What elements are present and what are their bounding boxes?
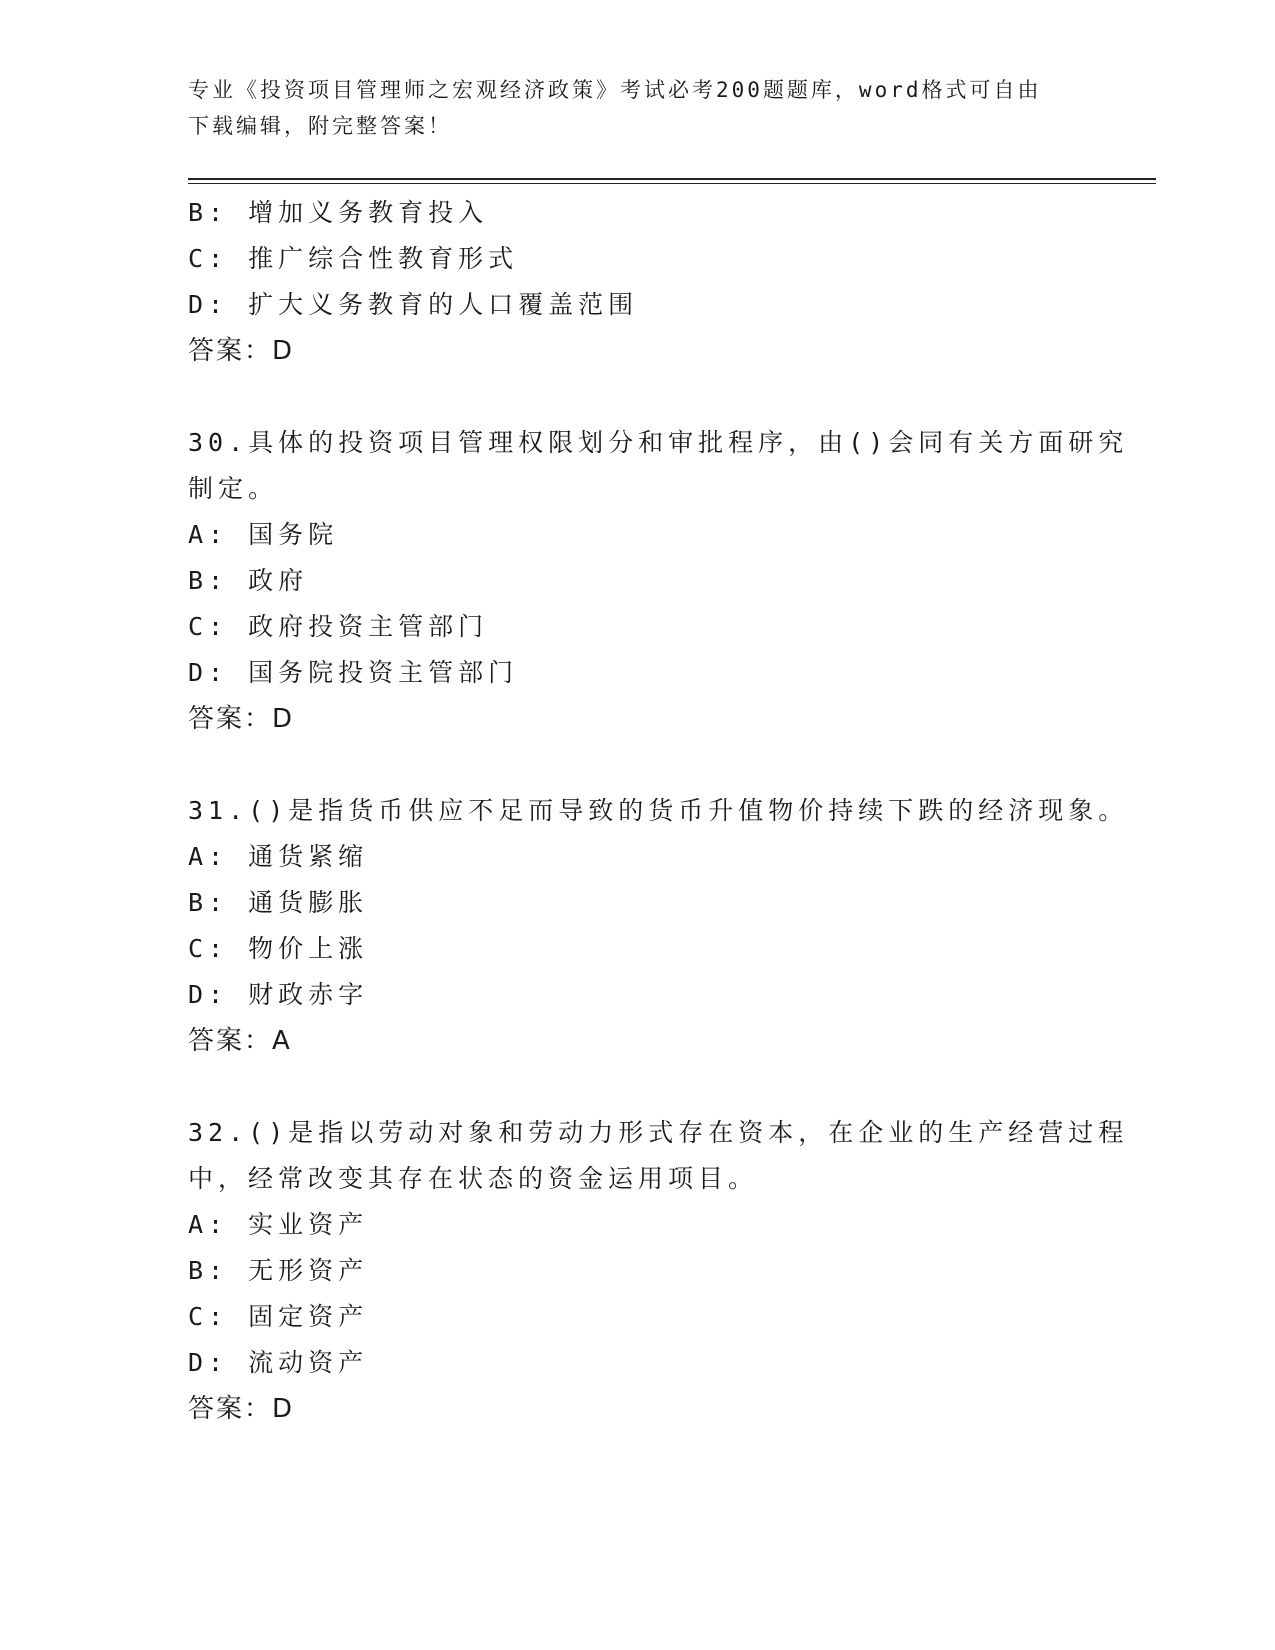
question-stem-line-1: 30.具体的投资项目管理权限划分和审批程序，由()会同有关方面研究: [188, 428, 1129, 457]
question-stem-line-1: 31.()是指货币供应不足而导致的货币升值物价持续下跌的经济现象。: [188, 796, 1129, 825]
question-stem-line-2: 制定。: [188, 474, 279, 503]
question-30: [188, 420, 1129, 742]
question-31: [188, 788, 1129, 1064]
question-29-continued: [188, 190, 1108, 374]
spacer: [188, 742, 1108, 788]
header-divider-thick: [188, 178, 1156, 180]
question-32: [188, 1110, 1129, 1432]
option-b: B: 无形资产: [188, 1256, 369, 1285]
spacer: [188, 374, 1108, 420]
question-stem-line-1: 32.()是指以劳动对象和劳动力形式存在资本，在企业的生产经营过程: [188, 1118, 1129, 1147]
document-header: [188, 72, 1088, 144]
spacer: [188, 1064, 1108, 1110]
option-d: D: 国务院投资主管部门: [188, 658, 519, 687]
option-c: C: 政府投资主管部门: [188, 612, 489, 641]
option-a: A: 通货紧缩: [188, 842, 369, 871]
answer-text: 答案：D: [188, 336, 295, 366]
option-b: B: 通货膨胀: [188, 888, 369, 917]
answer-text: 答案：D: [188, 1394, 295, 1424]
option-d: D: 扩大义务教育的人口覆盖范围: [188, 290, 639, 319]
answer-text: 答案：D: [188, 704, 295, 734]
option-c: C: 固定资产: [188, 1302, 369, 1331]
option-d: D: 流动资产: [188, 1348, 369, 1377]
question-list: [188, 190, 1129, 1432]
option-b: B: 增加义务教育投入: [188, 198, 489, 227]
option-b: B: 政府: [188, 566, 309, 595]
answer-text: 答案：A: [188, 1026, 292, 1056]
option-d: D: 财政赤字: [188, 980, 369, 1009]
question-stem-line-2: 中，经常改变其存在状态的资金运用项目。: [188, 1164, 759, 1193]
option-c: C: 物价上涨: [188, 934, 369, 963]
option-a: A: 国务院: [188, 520, 339, 549]
option-a: A: 实业资产: [188, 1210, 369, 1239]
option-c: C: 推广综合性教育形式: [188, 244, 519, 273]
header-line-2: 下载编辑，附完整答案！: [188, 114, 452, 138]
header-divider-thin: [188, 183, 1156, 184]
header-line-1: 专业《投资项目管理师之宏观经济政策》考试必考200题题库，word格式可自由: [188, 78, 1042, 102]
